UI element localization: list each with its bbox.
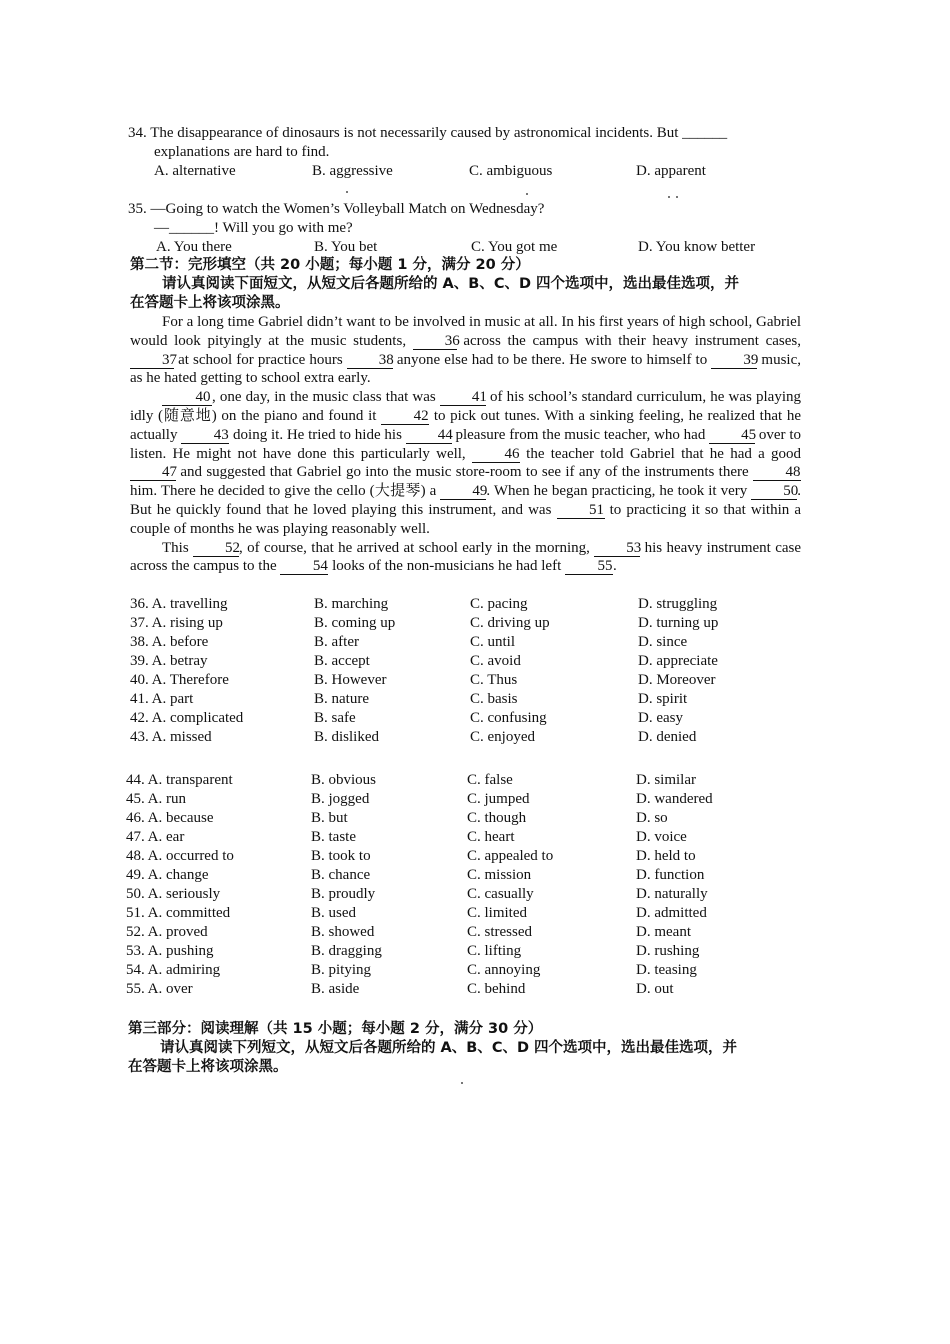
q34-option-a: A. alternative: [154, 163, 236, 179]
choice-option: D. naturally: [636, 886, 708, 902]
passage-text: . But he quickly found that he loved playing this instrument, and was: [130, 483, 802, 518]
choice-option: 48. A. occurred to: [126, 848, 234, 864]
choice-row: [126, 633, 826, 652]
passage-text: to practicing it so that within a couple of months he was playing reasonably well.: [130, 501, 802, 537]
q34-stem: 34. The disappearance of dinosaurs is not necessarily caused by astronomical incidents. But ______: [128, 125, 728, 141]
q34-stem-continued: explanations are hard to find.: [154, 144, 330, 160]
choice-option: B. jogged: [311, 791, 370, 807]
choice-option: D. admitted: [636, 905, 707, 921]
q35-option-b: B. You bet: [314, 239, 378, 255]
blank-45: 45: [709, 427, 755, 444]
choice-row: [126, 690, 826, 709]
passage-text: This: [162, 539, 194, 556]
passage-text: the teacher told Gabriel that he had a good: [519, 445, 801, 462]
choice-option: C. jumped: [467, 791, 530, 807]
passage-text: , of course, that he arrived at school early in the morning,: [239, 539, 595, 556]
choice-option: D. held to: [636, 848, 696, 864]
q35-option-c: C. You got me: [471, 239, 558, 255]
choice-row: [126, 828, 826, 847]
choice-option: 46. A. because: [126, 810, 214, 826]
section3-instruction-continued: 在答题卡上将该项涂黑。: [128, 1059, 288, 1075]
choice-option: C. limited: [467, 905, 527, 921]
section2-heading: 第二节：完形填空（共 20 小题；每小题 1 分，满分 20 分）: [130, 257, 530, 273]
choice-row: [126, 652, 826, 671]
choice-option: D. wandered: [636, 791, 713, 807]
choice-option: 49. A. change: [126, 867, 209, 883]
choice-option: B. after: [314, 634, 359, 650]
blank-47: 47: [130, 464, 176, 481]
choice-option: 36. A. travelling: [130, 596, 228, 612]
choice-option: C. false: [467, 772, 513, 788]
choice-option: 50. A. seriously: [126, 886, 221, 902]
blank-40: 40: [162, 389, 212, 406]
choice-option: C. stressed: [467, 924, 532, 940]
choice-row: [126, 809, 826, 828]
choice-option: C. confusing: [470, 710, 547, 726]
scan-speck: [526, 193, 528, 195]
choice-option: B. used: [311, 905, 356, 921]
section3-instruction: 请认真阅读下列短文，从短文后各题所给的 A、B、C、D 四个选项中，选出最佳选项，并: [160, 1040, 738, 1056]
section2-instruction-continued: 在答题卡上将该项涂黑。: [130, 295, 290, 311]
choice-option: D. voice: [636, 829, 687, 845]
choice-option: B. proudly: [311, 886, 376, 902]
choice-row: [126, 866, 826, 885]
choice-option: C. driving up: [470, 615, 550, 631]
scan-speck: [461, 1082, 463, 1084]
choice-option: B. obvious: [311, 772, 377, 788]
choice-option: B. pitying: [311, 962, 372, 978]
q35-option-a: A. You there: [156, 239, 232, 255]
blank-46: 46: [472, 446, 520, 463]
choice-option: 37. A. rising up: [130, 615, 223, 631]
choice-option: B. accept: [314, 653, 370, 669]
choice-row: [126, 709, 826, 728]
passage-text: anyone else had to be there. He swore to himself to: [392, 351, 712, 368]
choice-option: C. heart: [467, 829, 515, 845]
blank-37: 37: [130, 352, 174, 369]
choice-option: C. though: [467, 810, 527, 826]
blank-44: 44: [406, 427, 452, 444]
blank-55: 55: [565, 558, 613, 575]
choice-option: D. Moreover: [638, 672, 716, 688]
choice-option: B. disliked: [314, 729, 380, 745]
blank-41: 41: [440, 389, 486, 406]
choice-option: 38. A. before: [130, 634, 209, 650]
choice-option: C. lifting: [467, 943, 522, 959]
choice-row: [126, 728, 826, 747]
choice-option: C. enjoyed: [470, 729, 535, 745]
q35-stem: 35. —Going to watch the Women’s Volleyball Match on Wednesday?: [128, 201, 545, 217]
choice-option: B. chance: [311, 867, 371, 883]
choice-option: 40. A. Therefore: [130, 672, 229, 688]
blank-43: 43: [181, 427, 229, 444]
choice-option: D. teasing: [636, 962, 697, 978]
choice-option: C. Thus: [470, 672, 518, 688]
choice-option: C. pacing: [470, 596, 528, 612]
blank-42: 42: [381, 408, 429, 425]
choice-option: D. turning up: [638, 615, 719, 631]
passage-text: his heavy instrument case across the campus to the: [130, 539, 802, 575]
choice-option: D. similar: [636, 772, 696, 788]
blank-36: 36: [413, 333, 457, 350]
passage-paragraph-2: [130, 388, 801, 538]
choice-option: 53. A. pushing: [126, 943, 214, 959]
choice-option: 39. A. betray: [130, 653, 208, 669]
choice-option: B. safe: [314, 710, 356, 726]
choice-option: D. function: [636, 867, 705, 883]
choice-row: [126, 614, 826, 633]
choice-option: 41. A. part: [130, 691, 194, 707]
choice-option: D. so: [636, 810, 668, 826]
choice-option: D. meant: [636, 924, 691, 940]
q34-option-b: B. aggressive: [312, 163, 393, 179]
passage-text: looks of the non-musicians he had left: [328, 558, 565, 575]
passage-text: doing it. He tried to hide his: [229, 426, 406, 443]
choice-row: [126, 771, 826, 790]
passage-paragraph-3: [130, 539, 801, 577]
passage-text: him. There he decided to give the cello (大提琴) a: [130, 483, 441, 500]
scan-speck: [346, 191, 348, 193]
choice-option: B. taste: [311, 829, 356, 845]
choice-option: C. casually: [467, 886, 534, 902]
choice-option: C. until: [470, 634, 516, 650]
blank-53: 53: [594, 540, 640, 557]
passage-text: pleasure from the music teacher, who had: [451, 426, 710, 443]
choice-option: B. aside: [311, 981, 360, 997]
section3-heading: 第三部分：阅读理解（共 15 小题；每小题 2 分，满分 30 分）: [128, 1021, 543, 1037]
q35-option-d: D. You know better: [638, 239, 756, 255]
blank-54: 54: [280, 558, 328, 575]
choice-option: 43. A. missed: [130, 729, 212, 745]
scan-speck: [668, 196, 670, 198]
passage-text: and suggested that Gabriel go into the music store-room to see if any of the instruments there: [176, 464, 753, 481]
choice-option: D. spirit: [638, 691, 688, 707]
choice-option: D. out: [636, 981, 674, 997]
passage-text: For a long time Gabriel didn’t want to be involved in music at all. In his first years of high school, Gabriel would look pityingly at the music students,: [130, 314, 801, 349]
passage-text: of his school’s standard curriculum, he was playing idly (随意地) on the piano and found it: [130, 389, 801, 424]
choice-row: [126, 961, 826, 980]
passage-text: , one day, in the music class that was: [212, 389, 440, 406]
choice-row: [126, 671, 826, 690]
choice-option: B. but: [311, 810, 348, 826]
choice-option: D. easy: [638, 710, 683, 726]
passage-paragraph-1: [130, 313, 801, 388]
choice-option: C. behind: [467, 981, 526, 997]
choice-option: 45. A. run: [126, 791, 186, 807]
choice-option: 54. A. admiring: [126, 962, 221, 978]
passage-text: to pick out tunes. With a sinking feeling, he realized that he actually: [130, 407, 801, 443]
blank-49: 49: [440, 483, 486, 500]
blank-52: 52: [193, 540, 239, 557]
choice-option: 51. A. committed: [126, 905, 231, 921]
choice-option: 55. A. over: [126, 981, 193, 997]
choice-option: B. nature: [314, 691, 369, 707]
passage-text: over to listen. He might not have done this particularly well,: [130, 426, 801, 462]
choice-row: [126, 847, 826, 866]
passage-text: music, as he hated getting to school extra early.: [130, 351, 801, 387]
choice-row: [126, 595, 826, 614]
choice-option: D. denied: [638, 729, 697, 745]
choice-option: B. marching: [314, 596, 389, 612]
choice-option: D. struggling: [638, 596, 718, 612]
choice-option: C. avoid: [470, 653, 521, 669]
choice-option: 52. A. proved: [126, 924, 208, 940]
choice-row: [126, 980, 826, 999]
choice-row: [126, 942, 826, 961]
choice-option: B. took to: [311, 848, 371, 864]
choice-row: [126, 904, 826, 923]
choice-option: B. coming up: [314, 615, 396, 631]
scan-speck: [676, 196, 678, 198]
choice-option: 44. A. transparent: [126, 772, 233, 788]
choice-option: C. mission: [467, 867, 532, 883]
passage-text: . When he began practicing, he took it very: [486, 483, 752, 500]
blank-38: 38: [347, 352, 393, 369]
choice-option: C. annoying: [467, 962, 541, 978]
choice-option: 42. A. complicated: [130, 710, 244, 726]
choice-row: [126, 885, 826, 904]
choice-option: D. since: [638, 634, 688, 650]
q35-stem-continued: —______! Will you go with me?: [154, 220, 353, 236]
choice-option: B. dragging: [311, 943, 382, 959]
blank-39: 39: [711, 352, 757, 369]
blank-51: 51: [557, 502, 605, 519]
passage-text: .: [613, 558, 617, 575]
cloze-passage: [130, 313, 801, 576]
passage-text: at school for practice hours: [174, 351, 347, 368]
choice-option: B. However: [314, 672, 387, 688]
blank-48: 48: [753, 464, 801, 481]
choice-option: D. rushing: [636, 943, 700, 959]
q34-option-d: D. apparent: [636, 163, 706, 179]
choice-option: C. basis: [470, 691, 518, 707]
choice-option: B. showed: [311, 924, 375, 940]
choice-option: 47. A. ear: [126, 829, 185, 845]
blank-50: 50: [751, 483, 797, 500]
choice-option: D. appreciate: [638, 653, 718, 669]
passage-text: across the campus with their heavy instrument cases,: [456, 332, 801, 349]
choice-row: [126, 923, 826, 942]
choice-option: C. appealed to: [467, 848, 554, 864]
section2-instruction: 请认真阅读下面短文，从短文后各题所给的 A、B、C、D 四个选项中，选出最佳选项，并: [162, 276, 740, 292]
q34-option-c: C. ambiguous: [469, 163, 553, 179]
choice-row: [126, 790, 826, 809]
